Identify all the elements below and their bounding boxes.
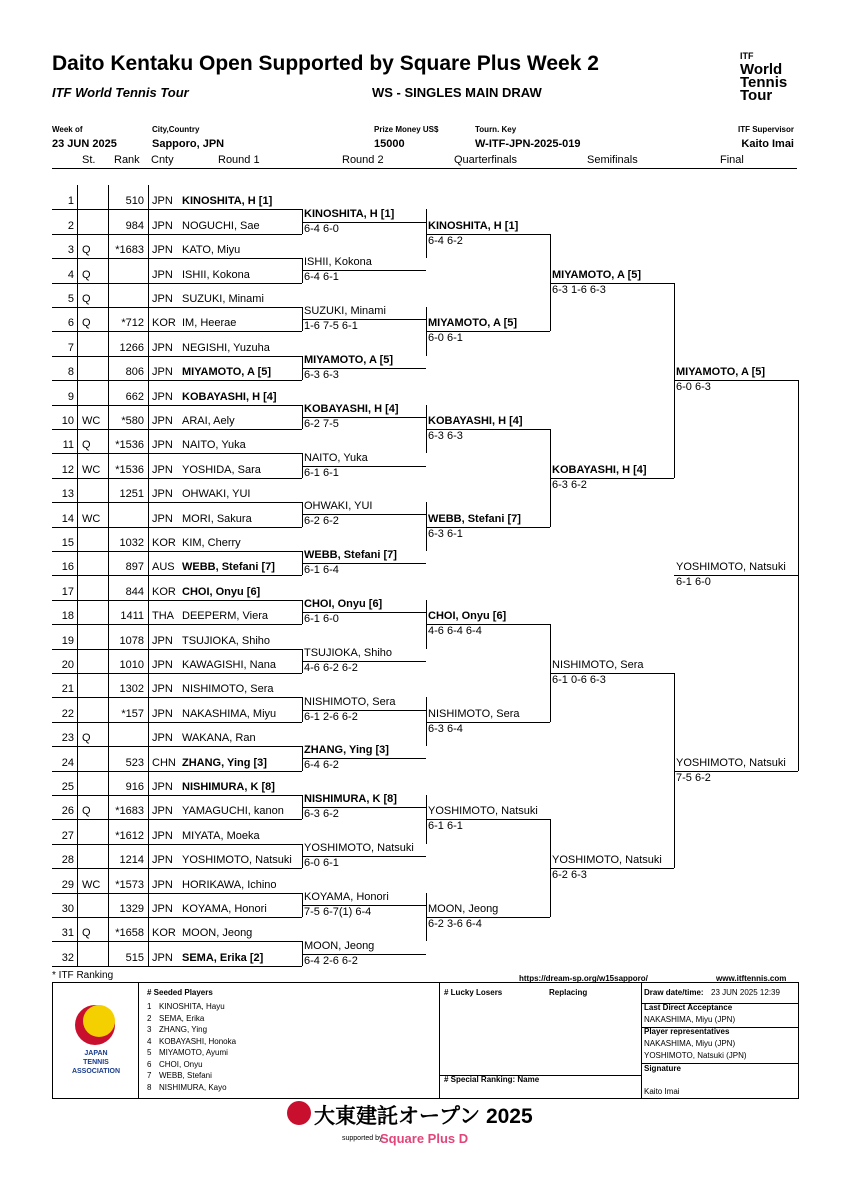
match-score: 6-0 6-3 xyxy=(676,381,711,394)
match-score: 4-6 6-2 6-2 xyxy=(304,661,358,674)
entry-status: Q xyxy=(82,439,91,452)
draw-position: 28 xyxy=(61,854,74,867)
col-final: Final xyxy=(720,154,744,166)
event-logo-text: 大東建託オープン 2025 xyxy=(314,1105,533,1128)
draw-position: 31 xyxy=(61,927,74,940)
player-name[interactable]: CHOI, Onyu [6] xyxy=(182,585,261,598)
player-country: JPN xyxy=(152,244,173,257)
match-score: 6-1 6-1 xyxy=(428,820,463,833)
player-country: THA xyxy=(152,610,174,623)
match-winner-name[interactable]: KOBAYASHI, H [4] xyxy=(428,415,523,427)
player-country: KOR xyxy=(152,585,176,598)
draw-position: 20 xyxy=(61,659,74,671)
draw-position: 17 xyxy=(61,585,74,598)
seeded-player: NISHIMURA, Kayo xyxy=(159,1082,227,1092)
player-name[interactable]: MORI, Sakura xyxy=(182,512,252,525)
seed-number: 1 xyxy=(147,1002,152,1011)
entry-status: Q xyxy=(82,244,91,257)
itf-logo-line: Tour xyxy=(740,87,773,104)
match-winner-name[interactable]: MIYAMOTO, A [5] xyxy=(552,268,642,281)
player-country: JPN xyxy=(152,439,173,452)
player-country: JPN xyxy=(152,219,173,232)
col-st: St. xyxy=(82,154,96,166)
player-name[interactable]: NAITO, Yuka xyxy=(182,439,246,452)
player-rank: 1329 xyxy=(119,903,144,915)
player-country: KOR xyxy=(152,927,176,940)
draw-position: 12 xyxy=(61,463,74,476)
player-rank: 1411 xyxy=(120,610,144,623)
player-country: JPN xyxy=(152,195,173,208)
match-score: 4-6 6-4 6-4 xyxy=(428,625,482,638)
draw-position: 29 xyxy=(61,878,74,891)
player-rank: 523 xyxy=(125,756,144,769)
player-name[interactable]: KIM, Cherry xyxy=(182,537,241,549)
match-winner-name[interactable]: WEBB, Stefani [7] xyxy=(428,512,521,525)
draw-position: 13 xyxy=(61,488,74,501)
player-rank: *1683 xyxy=(115,244,144,257)
player-reps-label: Player representatives xyxy=(644,1027,730,1036)
draw-position: 19 xyxy=(61,634,74,647)
city-label: City,Country xyxy=(152,125,200,134)
champion-name[interactable]: YOSHIMOTO, Natsuki xyxy=(676,561,786,574)
entry-status: Q xyxy=(82,317,91,330)
seeded-player: SEMA, Erika xyxy=(159,1013,205,1023)
seeded-header: # Seeded Players xyxy=(147,988,213,997)
itf-logo-line: ITF xyxy=(740,51,754,61)
match-winner-name[interactable]: ZHANG, Ying [3] xyxy=(304,744,389,757)
player-name[interactable]: YAMAGUCHI, kanon xyxy=(182,805,284,818)
match-winner-name[interactable]: MIYAMOTO, A [5] xyxy=(676,366,766,379)
player-name[interactable]: NEGISHI, Yuzuha xyxy=(182,341,270,354)
jta-logo-ball xyxy=(75,1005,115,1045)
player-country: JPN xyxy=(152,463,173,476)
draw-position: 7 xyxy=(67,341,74,354)
match-winner-name[interactable]: KINOSHITA, H [1] xyxy=(304,207,395,220)
player-rank: *1658 xyxy=(115,927,144,940)
player-name[interactable]: KINOSHITA, H [1] xyxy=(182,195,273,208)
player-rank: 1266 xyxy=(119,341,144,354)
seed-number: 8 xyxy=(147,1082,152,1092)
player-name[interactable]: SEMA, Erika [2] xyxy=(182,951,264,964)
match-score: 6-4 2-6 6-2 xyxy=(304,954,358,967)
match-winner-name[interactable]: CHOI, Onyu [6] xyxy=(304,598,383,610)
match-winner-name[interactable]: KOBAYASHI, H [4] xyxy=(304,402,399,415)
match-winner-name[interactable]: NISHIMOTO, Sera xyxy=(552,659,644,671)
player-name[interactable]: MOON, Jeong xyxy=(182,927,253,940)
match-score: 6-3 1-6 6-3 xyxy=(552,283,606,296)
draw-position: 5 xyxy=(67,293,74,305)
player-rank: 510 xyxy=(125,195,144,208)
match-score: 6-2 6-2 xyxy=(304,515,339,528)
player-rank: *1683 xyxy=(115,805,144,818)
entry-status: Q xyxy=(82,732,91,745)
prize-label: Prize Money US$ xyxy=(374,125,439,134)
player-country: KOR xyxy=(152,317,176,330)
player-rep: NAKASHIMA, Miyu (JPN) xyxy=(644,1039,736,1048)
player-rank: 662 xyxy=(125,390,144,403)
jta-logo-text xyxy=(67,1049,125,1076)
player-rank: 1032 xyxy=(119,537,144,549)
player-rank: 844 xyxy=(125,585,144,598)
player-rank: *157 xyxy=(121,707,144,720)
draw-position: 27 xyxy=(61,829,74,842)
draw-position: 10 xyxy=(61,415,74,427)
player-rank: *1573 xyxy=(115,878,144,891)
match-winner-name[interactable]: MIYAMOTO, A [5] xyxy=(304,354,394,366)
seeded-player: WEBB, Stefani xyxy=(159,1071,212,1080)
draw-name: WS - SINGLES MAIN DRAW xyxy=(372,85,542,100)
player-rank: *1612 xyxy=(115,829,144,842)
draw-position: 4 xyxy=(67,268,74,281)
match-winner-name[interactable]: OHWAKI, YUI xyxy=(304,500,373,513)
match-score: 6-3 6-2 xyxy=(552,478,587,491)
match-score: 7-5 6-7(1) 6-4 xyxy=(304,905,372,918)
player-rank: 806 xyxy=(125,366,144,379)
match-score: 7-5 6-2 xyxy=(676,771,711,784)
match-winner-name[interactable]: YOSHIMOTO, Natsuki xyxy=(428,805,538,818)
city-value: Sapporo, JPN xyxy=(152,138,225,150)
entry-status: WC xyxy=(82,415,101,427)
draw-position: 11 xyxy=(62,439,74,452)
player-country: JPN xyxy=(152,829,173,842)
draw-position: 22 xyxy=(61,707,74,720)
match-score: 6-2 7-5 xyxy=(304,417,339,430)
draw-position: 6 xyxy=(67,317,74,330)
seed-number: 6 xyxy=(147,1059,152,1069)
match-score: 6-3 6-2 xyxy=(304,808,339,821)
tour-subtitle: ITF World Tennis Tour xyxy=(52,85,189,100)
itf-logo-line: Tennis xyxy=(740,74,788,91)
player-rank: 984 xyxy=(125,219,144,232)
draw-position: 24 xyxy=(61,756,74,769)
player-name[interactable]: TSUJIOKA, Shiho xyxy=(182,634,271,647)
match-score: 6-2 6-3 xyxy=(552,869,587,882)
match-score: 6-1 2-6 6-2 xyxy=(304,710,358,723)
player-rank: 916 xyxy=(125,781,144,793)
player-name[interactable]: SUZUKI, Minami xyxy=(182,293,264,305)
player-rank: *580 xyxy=(121,415,144,427)
seeded-player: MIYAMOTO, Ayumi xyxy=(159,1048,228,1057)
player-name[interactable]: DEEPERM, Viera xyxy=(182,610,268,623)
match-score: 6-0 6-1 xyxy=(304,857,339,869)
last-direct-value: NAKASHIMA, Miyu (JPN) xyxy=(644,1015,736,1024)
match-score: 6-4 6-2 xyxy=(428,234,463,247)
seed-number: 2 xyxy=(147,1013,152,1023)
player-name[interactable]: NAKASHIMA, Miyu xyxy=(182,707,277,720)
draw-position: 2 xyxy=(67,219,74,232)
col-round1: Round 1 xyxy=(218,154,260,166)
player-country: JPN xyxy=(152,268,173,281)
footer-panel xyxy=(52,982,799,1099)
draw-position: 32 xyxy=(61,951,74,964)
draw-position: 26 xyxy=(61,805,74,818)
player-name[interactable]: WAKANA, Ran xyxy=(182,732,256,745)
player-country: AUS xyxy=(152,561,175,574)
supported-by-text: supported by xyxy=(342,1135,383,1142)
special-ranking-header: # Special Ranking: Name xyxy=(444,1075,540,1084)
draw-position: 14 xyxy=(61,512,74,525)
itf-logo xyxy=(740,50,810,106)
seeded-player: KOBAYASHI, Honoka xyxy=(159,1036,237,1046)
player-rank: 1010 xyxy=(119,659,144,671)
week-value: 23 JUN 2025 xyxy=(52,138,117,150)
player-rep: YOSHIMOTO, Natsuki (JPN) xyxy=(644,1051,747,1060)
player-name[interactable]: WEBB, Stefani [7] xyxy=(182,561,275,574)
player-country: JPN xyxy=(152,732,173,745)
draw-position: 15 xyxy=(61,537,74,549)
match-score: 6-3 6-1 xyxy=(428,527,463,540)
player-country: JPN xyxy=(152,854,173,867)
draw-position: 3 xyxy=(67,244,74,257)
supervisor-value: Kaito Imai xyxy=(741,138,794,150)
player-rank: *1536 xyxy=(115,463,144,476)
player-name[interactable]: OHWAKI, YUI xyxy=(182,488,251,501)
player-name[interactable]: KOBAYASHI, H [4] xyxy=(182,390,277,403)
match-winner-name[interactable]: MOON, Jeong xyxy=(304,939,375,952)
player-country: CHN xyxy=(152,756,176,769)
match-winner-name[interactable]: NISHIMOTO, Sera xyxy=(428,707,520,720)
match-winner-name[interactable]: ISHII, Kokona xyxy=(304,256,372,269)
tourn-key-label: Tourn. Key xyxy=(475,125,517,134)
player-rank: 897 xyxy=(125,561,144,574)
match-score: 6-2 3-6 6-4 xyxy=(428,918,482,930)
event-url[interactable]: https://dream-sp.org/w15sapporo/ xyxy=(519,974,648,983)
replacing-header: Replacing xyxy=(549,988,588,997)
seed-number: 3 xyxy=(147,1025,152,1034)
entry-status: Q xyxy=(82,805,91,818)
player-rank: 1078 xyxy=(119,634,144,647)
draw-position: 1 xyxy=(67,195,74,208)
player-name[interactable]: YOSHIDA, Sara xyxy=(182,463,261,476)
player-name[interactable]: ISHII, Kokona xyxy=(182,268,250,281)
player-country: JPN xyxy=(152,707,173,720)
player-name[interactable]: ARAI, Aely xyxy=(182,415,235,427)
tournament-title: Daito Kentaku Open Supported by Square Plus Week 2 xyxy=(52,52,599,75)
seed-number: 7 xyxy=(147,1071,152,1080)
col-cnty: Cnty xyxy=(151,154,174,166)
player-country: JPN xyxy=(152,951,173,964)
supervisor-label: ITF Supervisor xyxy=(737,125,794,134)
player-country: KOR xyxy=(152,537,176,549)
player-country: JPN xyxy=(152,341,173,354)
match-score: 6-4 6-0 xyxy=(304,222,339,235)
match-score: 6-1 6-0 xyxy=(304,613,339,625)
col-rank: Rank xyxy=(114,154,140,166)
player-country: JPN xyxy=(152,781,173,793)
match-score: 6-0 6-1 xyxy=(428,332,463,345)
itf-logo-line: World xyxy=(740,61,783,78)
player-rank: 1214 xyxy=(119,854,144,867)
seeded-player: ZHANG, Ying xyxy=(159,1025,208,1034)
seeded-player: KINOSHITA, Hayu xyxy=(159,1002,225,1011)
match-winner-name[interactable]: NISHIMURA, K [8] xyxy=(304,793,397,806)
signature-label: Signature xyxy=(644,1064,681,1073)
itf-ranking-note: * ITF Ranking xyxy=(52,970,114,981)
match-score: 6-1 6-1 xyxy=(304,466,339,479)
sponsor-logo-text: Square Plus D xyxy=(380,1131,469,1146)
draw-position: 18 xyxy=(61,610,74,623)
lucky-losers-header: # Lucky Losers xyxy=(444,988,503,997)
match-winner-name[interactable]: WEBB, Stefani [7] xyxy=(304,549,397,562)
draw-position: 21 xyxy=(61,683,74,696)
match-winner-name[interactable]: YOSHIMOTO, Natsuki xyxy=(304,842,414,854)
player-country: JPN xyxy=(152,293,173,305)
player-rank: 1302 xyxy=(119,683,144,696)
match-winner-name[interactable]: SUZUKI, Minami xyxy=(304,305,386,318)
draw-position: 30 xyxy=(61,903,74,915)
player-name[interactable]: IM, Heerae xyxy=(182,317,237,330)
match-winner-name[interactable]: YOSHIMOTO, Natsuki xyxy=(552,854,662,867)
player-country: JPN xyxy=(152,805,173,818)
entry-status: WC xyxy=(82,512,101,525)
draw-position: 9 xyxy=(67,390,74,403)
champion-score: 6-1 6-0 xyxy=(676,576,711,589)
player-country: JPN xyxy=(152,488,173,501)
player-name[interactable]: NOGUCHI, Sae xyxy=(182,219,260,232)
player-country: JPN xyxy=(152,683,173,696)
draw-date-label: Draw date/time: xyxy=(644,988,704,997)
jta-logo-line: TENNIS xyxy=(83,1059,109,1066)
tourn-key-value: W-ITF-JPN-2025-019 xyxy=(475,138,581,150)
match-score: 6-4 6-1 xyxy=(304,271,339,284)
draw-position: 23 xyxy=(61,732,74,745)
match-winner-name[interactable]: TSUJIOKA, Shiho xyxy=(304,646,393,659)
col-round2: Round 2 xyxy=(342,154,384,166)
player-name[interactable]: YOSHIMOTO, Natsuki xyxy=(182,854,292,867)
match-score: 6-1 0-6 6-3 xyxy=(552,674,606,686)
event-logo-mark xyxy=(287,1101,311,1125)
last-direct-label: Last Direct Acceptance xyxy=(644,1003,733,1012)
prize-value: 15000 xyxy=(374,138,405,150)
player-country: JPN xyxy=(152,390,173,403)
player-country: JPN xyxy=(152,634,173,647)
player-name[interactable]: MIYATA, Moeka xyxy=(182,829,260,842)
match-score: 6-4 6-2 xyxy=(304,759,339,772)
player-name[interactable]: KAWAGISHI, Nana xyxy=(182,659,276,671)
player-country: JPN xyxy=(152,415,173,427)
player-rank: 515 xyxy=(125,951,144,964)
draw-position: 16 xyxy=(61,561,74,574)
player-country: JPN xyxy=(152,512,173,525)
match-winner-name[interactable]: MOON, Jeong xyxy=(428,903,499,915)
match-winner-name[interactable]: NISHIMOTO, Sera xyxy=(304,695,396,708)
draw-position: 8 xyxy=(67,366,74,379)
entry-status: WC xyxy=(82,463,101,476)
itf-url[interactable]: www.itftennis.com xyxy=(716,974,787,983)
player-name[interactable]: MIYAMOTO, A [5] xyxy=(182,366,272,379)
jta-logo-line: ASSOCIATION xyxy=(71,1068,121,1075)
match-score: 6-3 6-3 xyxy=(428,430,463,442)
player-country: JPN xyxy=(152,366,173,379)
col-quarterfinals: Quarterfinals xyxy=(454,154,517,166)
player-name[interactable]: NISHIMOTO, Sera xyxy=(182,683,274,696)
player-country: JPN xyxy=(152,903,173,915)
entry-status: Q xyxy=(82,268,91,281)
draw-position: 25 xyxy=(61,781,74,793)
col-semifinals: Semifinals xyxy=(587,154,638,166)
match-winner-name[interactable]: YOSHIMOTO, Natsuki xyxy=(676,756,786,769)
seed-number: 5 xyxy=(147,1048,152,1057)
seed-number: 4 xyxy=(147,1036,152,1046)
match-winner-name[interactable]: KOYAMA, Honori xyxy=(304,890,389,903)
entry-status: WC xyxy=(82,878,101,891)
player-name[interactable]: KATO, Miyu xyxy=(182,244,241,257)
jta-logo-line: JAPAN xyxy=(84,1050,108,1057)
match-winner-name[interactable]: KINOSHITA, H [1] xyxy=(428,219,519,232)
player-country: JPN xyxy=(152,659,173,671)
signature-value: Kaito Imai xyxy=(644,1087,680,1096)
player-rank: *1536 xyxy=(115,439,144,452)
match-winner-name[interactable]: CHOI, Onyu [6] xyxy=(428,610,507,623)
seeded-player: CHOI, Onyu xyxy=(159,1059,203,1069)
draw-date-value: 23 JUN 2025 12:39 xyxy=(711,988,780,997)
player-rank: 1251 xyxy=(119,488,144,501)
player-country: JPN xyxy=(152,878,173,891)
player-name[interactable]: KOYAMA, Honori xyxy=(182,903,267,915)
match-score: 6-3 6-4 xyxy=(428,722,463,735)
week-label: Week of xyxy=(52,125,83,134)
match-score: 1-6 7-5 6-1 xyxy=(304,320,358,333)
match-winner-name[interactable]: KOBAYASHI, H [4] xyxy=(552,463,647,476)
match-winner-name[interactable]: MIYAMOTO, A [5] xyxy=(428,317,518,330)
player-name[interactable]: HORIKAWA, Ichino xyxy=(182,878,277,891)
match-winner-name[interactable]: NAITO, Yuka xyxy=(304,451,368,464)
player-rank: *712 xyxy=(121,317,144,330)
player-name[interactable]: ZHANG, Ying [3] xyxy=(182,756,267,769)
entry-status: Q xyxy=(82,927,91,940)
entry-status: Q xyxy=(82,293,91,305)
match-score: 6-3 6-3 xyxy=(304,369,339,381)
match-score: 6-1 6-4 xyxy=(304,564,339,577)
player-name[interactable]: NISHIMURA, K [8] xyxy=(182,781,275,793)
